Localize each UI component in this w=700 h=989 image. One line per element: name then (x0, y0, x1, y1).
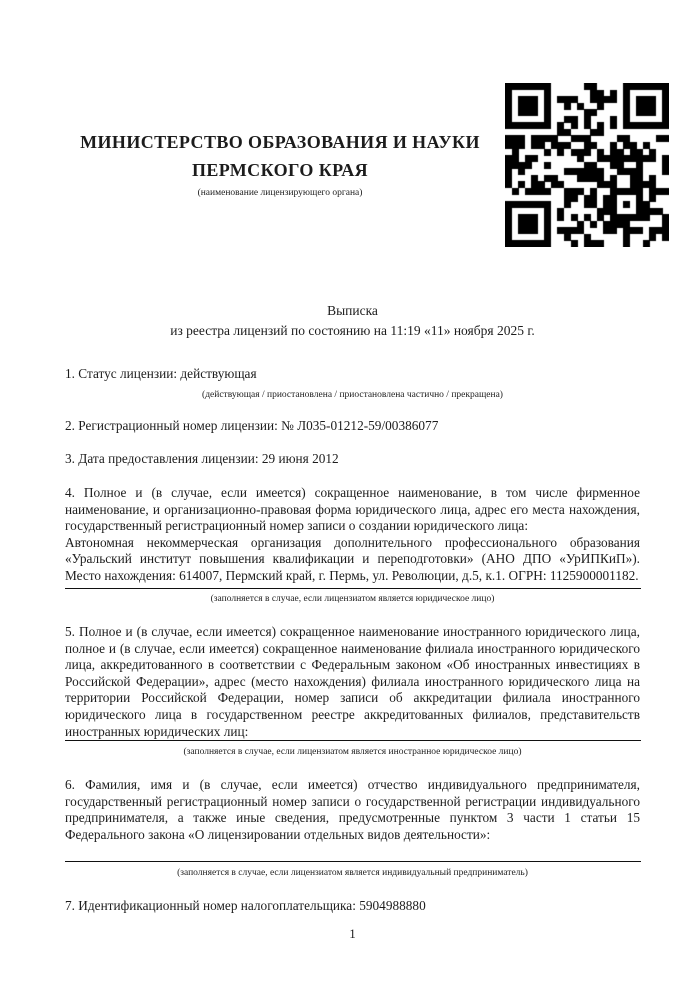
legal-entity-section (65, 485, 640, 585)
ministry-name-line2: ПЕРМСКОГО КРАЯ (191, 160, 369, 180)
individual-entrepreneur-section: 6. Фамилия, имя и (в случае, если имеется) отчество индивидуального предпринимателя, государственный регистрационный номер записи о государственной регистрации индивидуального предпринимателя, а также иные сведения, предусмотренные пунктом 3 части 1 статьи 15 Федерального закона «О лицензировании отдельных видов деятельности»: (65, 777, 640, 842)
license-grant-date: 3. Дата предоставления лицензии: 29 июня 2012 (65, 451, 339, 466)
foreign-entity-caption: (заполняется в случае, если лицензиатом является иностранное юридическое лицо) (183, 747, 522, 757)
registration-number: 2. Регистрационный номер лицензии: № Л035-01212-59/00386077 (65, 418, 439, 433)
page-number: 1 (349, 926, 356, 941)
document-title-block (65, 301, 640, 341)
foreign-entity-section: 5. Полное и (в случае, если имеется) сокращенное наименование иностранного юридического лица, полное и (в случае, если имеется) сокращенное наименование филиала иностранного юридического лица, аккредитованного в соответствии с Федеральным законом «Об иностранных инвестициях в Российской Федерации», адрес (место нахождения) филиала иностранного юридического лица на территории Российской Федерации, номер записи об аккредитации филиала иностранного юридического лица в государственном реестре аккредитованных филиалов, представительств иностранных юридических лиц: (65, 624, 640, 739)
license-status-caption: (действующая / приостановлена / приостановлена частично / прекращена) (202, 390, 503, 400)
document-subtitle: из реестра лицензий по состоянию на 11:19 «11» ноября 2025 г. (170, 323, 535, 338)
ministry-name-line1: МИНИСТЕРСТВО ОБРАЗОВАНИЯ И НАУКИ (80, 132, 480, 152)
license-status: 1. Статус лицензии: действующая (65, 366, 257, 381)
qr-code-icon (505, 83, 669, 247)
legal-entity-label: 4. Полное и (в случае, если имеется) сокращенное наименование, в том числе фирменное наименование, и организационно-правовая форма юридического лица, адрес его места нахождения, государственный регистрационный номер записи о создании юридического лица: (65, 485, 640, 534)
taxpayer-id: 7. Идентификационный номер налогоплательщика: 5904988880 (65, 898, 426, 913)
individual-entrepreneur-caption: (заполняется в случае, если лицензиатом является индивидуальный предприниматель) (177, 868, 528, 878)
legal-entity-divider (65, 588, 641, 589)
licensing-authority-caption: (наименование лицензирующего органа) (197, 188, 363, 198)
legal-entity-caption: (заполняется в случае, если лицензиатом является юридическое лицо) (210, 594, 495, 604)
individual-entrepreneur-divider (65, 861, 641, 862)
legal-entity-value: Автономная некоммерческая организация дополнительного профессионального образования «Уральский институт повышения квалификации и переподготовки» (АНО ДПО «УрИПКиП»). Место нахождения: 614007, Пермский край, г. Пермь, ул. Революции, д.5, к.1. ОГРН: 1125900001182. (65, 534, 640, 583)
foreign-entity-divider (65, 740, 641, 741)
document-title: Выписка (327, 303, 378, 318)
licensing-authority-header (62, 128, 498, 198)
